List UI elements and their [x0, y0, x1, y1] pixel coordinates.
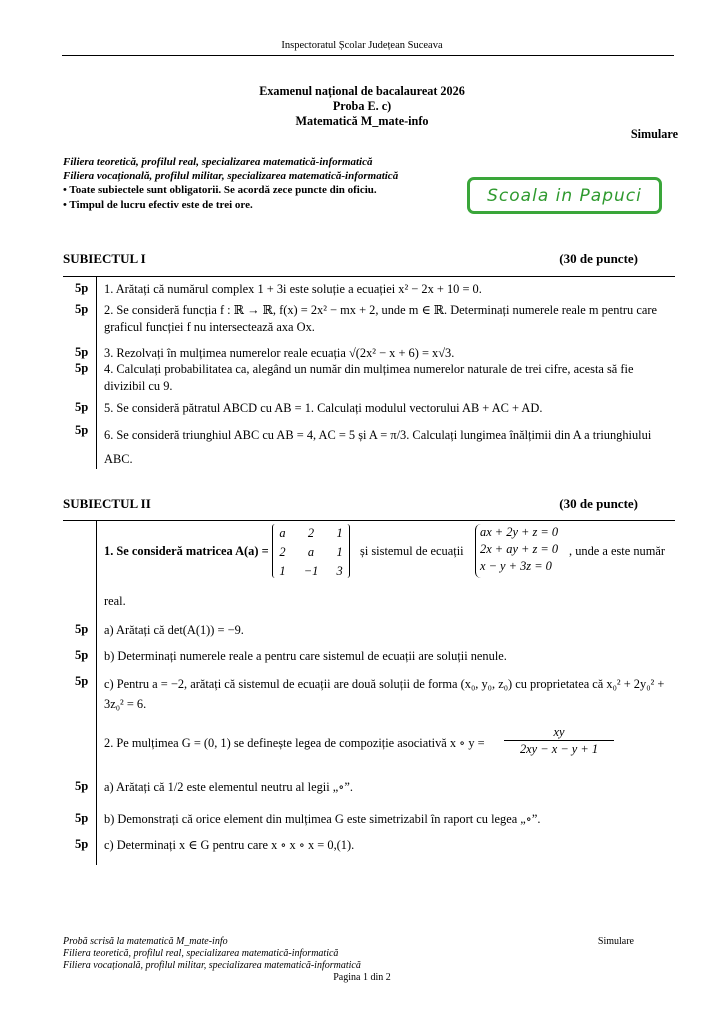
s1-item2-text: 2. Se consideră funcția f : ℝ → ℝ, f(x) = 2x² − mx + 2, unde m ∈ ℝ. Determinați numerele reale m pentru care graficul funcției f nu intersectează axa Ox. — [104, 303, 657, 334]
page-number: Pagina 1 din 2 — [333, 972, 391, 983]
s2-p1-intro-c: , unde a este număr — [569, 544, 665, 558]
matrix-cell: 3 — [336, 564, 343, 578]
s2-p2a: a) Arătați că 1/2 este elementul neutru al legii „∘”. — [104, 780, 353, 794]
s2-p1c: c) Pentru a = −2, arătați că sistemul de ecuații are două soluții de forma (x₀, y₀, z₀) cu proprietatea că x₀² + 2y₀² + 3z₀² = 6. — [104, 677, 665, 711]
matrix-cell: a — [307, 545, 315, 559]
exam-title: Examenul național de bacalaureat 2026 — [259, 84, 465, 98]
s1-item5-points: 5p — [75, 400, 89, 414]
footer-info — [63, 936, 361, 972]
s2-p2b: b) Demonstrați că orice element din mulțimea G este simetrizabil în raport cu legea „∘”. — [104, 812, 541, 826]
matrix-cell: 2 — [279, 545, 286, 559]
s1-item3-points: 5p — [75, 345, 89, 359]
system-eq-1: ax + 2y + z = 0 — [480, 525, 559, 539]
s1-item6 — [104, 423, 672, 471]
s2-p1b: b) Determinați numerele reale a pentru care sistemul de ecuații are soluții nenule. — [104, 649, 507, 663]
matrix-cell: 1 — [279, 564, 286, 578]
s2-p1c-points: 5p — [75, 674, 89, 688]
s2-p1b-points: 5p — [75, 648, 89, 662]
s1-item4-points: 5p — [75, 361, 89, 375]
inspectorate-header: Inspectoratul Școlar Județean Suceava — [281, 40, 443, 51]
s1-item3 — [104, 345, 672, 362]
s2-p2b-points: 5p — [75, 811, 89, 825]
matrix-cell: 2 — [307, 526, 315, 540]
subject-label: Matematică M_mate-info — [295, 114, 429, 128]
s2-p1-intro-b: și sistemul de ecuații — [360, 544, 464, 558]
matrix-cell: −1 — [303, 564, 319, 578]
s1-item6-text: 6. Se consideră triunghiul ABC cu AB = 4, AC = 5 și A = π/3. Calculați lungimea înălțimii din A a triunghiului ABC. — [104, 428, 652, 466]
s1-item1-text: 1. Arătați că numărul complex 1 + 3i este soluție a ecuației x² − 2x + 10 = 0. — [104, 282, 482, 296]
s1-item5-text: 5. Se consideră pătratul ABCD cu AB = 1. Calculați modulul vectorului AB + AC + AD. — [104, 401, 543, 415]
simulation-label: Simulare — [630, 127, 678, 141]
scoala-in-papuci-logo: Scoala in Papuci — [467, 177, 662, 214]
s1-item5 — [104, 400, 672, 417]
subiect1-column-rule — [96, 276, 97, 469]
s1-item3-text: 3. Rezolvați în mulțimea numerelor reale ecuația √(2x² − x + 6) = x√3. — [104, 346, 455, 360]
filiera-vocationala: Filiera vocațională, profilul militar, specializarea matematică-informatică — [63, 170, 399, 182]
filiera-teoretica: Filiera teoretică, profilul real, specializarea matematică-informatică — [63, 156, 373, 168]
fraction-numerator: xy — [504, 724, 614, 741]
s2-p1-intro-d: real. — [104, 594, 126, 608]
proba-label: Proba E. c) — [332, 99, 392, 113]
s1-item2 — [104, 302, 672, 336]
system-eq-2: 2x + ay + z = 0 — [480, 542, 559, 556]
footer-line1: Probă scrisă la matematică M_mate-info — [63, 936, 228, 947]
subiect2-column-rule — [96, 520, 97, 865]
system-eq-3: x − y + 3z = 0 — [480, 559, 552, 573]
s2-p1-intro — [104, 524, 672, 584]
s2-p2-intro-text: 2. Pe mulțimea G = (0, 1) se definește legea de compoziție asociativă x ∘ y = — [104, 736, 485, 750]
s2-p2a-points: 5p — [75, 779, 89, 793]
s1-item1-points: 5p — [75, 281, 89, 295]
s2-p2c: c) Determinați x ∈ G pentru care x ∘ x ∘ x = 0,(1). — [104, 838, 355, 852]
rule-obligatorii: • Toate subiectele sunt obligatorii. Se acordă zece puncte din oficiu. — [63, 184, 377, 196]
matrix-A — [272, 524, 350, 578]
footer-line2: Filiera teoretică, profilul real, specializarea matematică-informatică — [63, 948, 339, 959]
s2-p1a-points: 5p — [75, 622, 89, 636]
s2-p2-intro — [104, 724, 672, 760]
footer-simulation: Simulare — [597, 936, 634, 947]
s2-p1-intro-a: 1. Se consideră matricea A(a) = — [104, 544, 269, 558]
s2-p2c-points: 5p — [75, 837, 89, 851]
composition-fraction — [504, 724, 614, 757]
s1-item2-points: 5p — [75, 302, 89, 316]
subiect2-top-rule — [63, 520, 675, 521]
header-divider — [62, 55, 674, 56]
subiect2-title: SUBIECTUL II — [63, 496, 151, 511]
subiect1-title: SUBIECTUL I — [63, 251, 146, 266]
s1-item4-text: 4. Calculați probabilitatea ca, alegând un număr din mulțimea numerelor naturale de trei cifre, acesta să fie divizibil cu 9. — [104, 362, 634, 393]
footer-line3: Filiera vocațională, profilul militar, specializarea matematică-informatică — [63, 960, 361, 971]
equation-system — [475, 524, 572, 578]
matrix-cell: 1 — [336, 545, 343, 559]
subiect1-points: (30 de puncte) — [559, 251, 638, 266]
s1-item6-points: 5p — [75, 423, 89, 437]
matrix-cell: 1 — [336, 526, 343, 540]
s1-item1 — [104, 281, 672, 298]
rule-timp: • Timpul de lucru efectiv este de trei ore. — [63, 199, 253, 211]
subiect2-points: (30 de puncte) — [559, 496, 638, 511]
s1-item4 — [104, 361, 672, 395]
matrix-cell: a — [279, 526, 286, 540]
fraction-denominator: 2xy − x − y + 1 — [519, 742, 599, 756]
subiect1-top-rule — [63, 276, 675, 277]
s2-p1a: a) Arătați că det(A(1)) = −9. — [104, 623, 244, 637]
